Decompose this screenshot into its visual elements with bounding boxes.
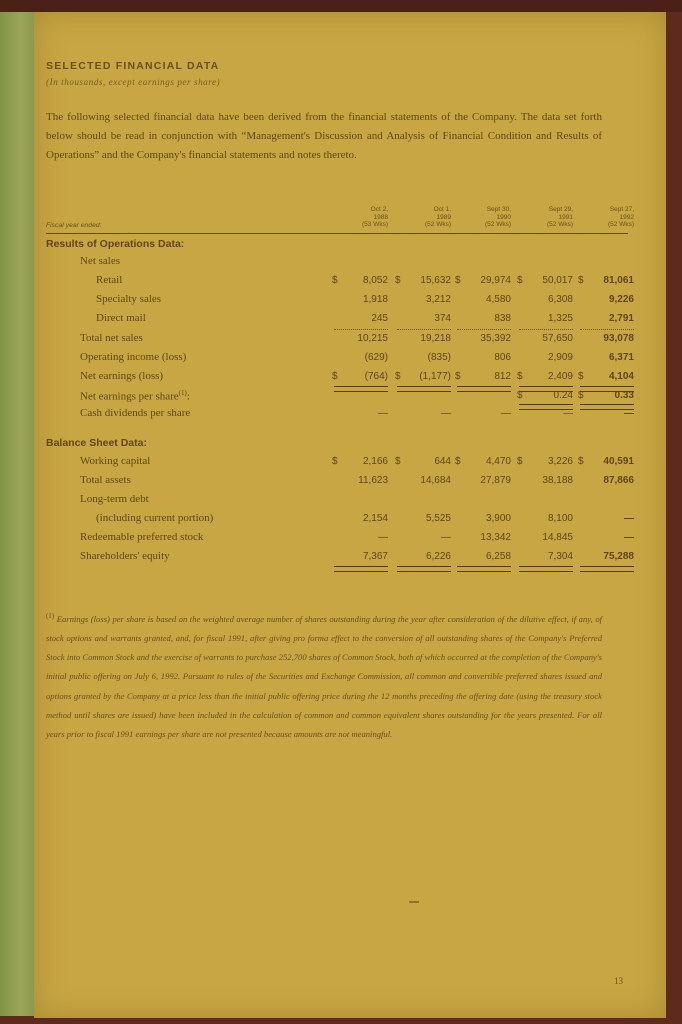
- cell-value: —: [563, 408, 573, 419]
- table-cell: [455, 313, 511, 327]
- table-cell: [455, 294, 511, 308]
- dollar-sign: $: [332, 456, 338, 467]
- column-header-weeks: (52 Wks): [608, 221, 634, 228]
- page-edge-top: [0, 0, 682, 12]
- cell-value: 75,288: [603, 551, 634, 562]
- book-spine: [0, 12, 34, 1016]
- section-title: SELECTED FINANCIAL DATA: [46, 60, 220, 72]
- cell-value: 2,791: [608, 313, 634, 324]
- dollar-sign: $: [395, 371, 401, 382]
- row-label-text: Cash dividends per share: [80, 407, 191, 419]
- cell-value: 6,308: [547, 294, 573, 305]
- table-cell: [395, 456, 451, 470]
- row-label-text: Direct mail: [96, 312, 146, 324]
- eps-double-rule: [519, 404, 573, 410]
- dollar-sign: $: [517, 275, 523, 286]
- cell-value: (764): [364, 371, 388, 382]
- row-label: [80, 493, 149, 505]
- column-header-year: 1989: [436, 213, 451, 221]
- column-header-date: Sept 29,: [548, 206, 573, 213]
- cell-value: 644: [434, 456, 451, 467]
- column-header-year: 1990: [496, 213, 511, 221]
- row-label: [80, 255, 120, 267]
- row-label: [96, 293, 161, 305]
- table-cell: [578, 513, 634, 527]
- cell-value: 4,580: [485, 294, 511, 305]
- cell-value: 806: [494, 352, 511, 363]
- dollar-sign: $: [395, 456, 401, 467]
- cell-value: 9,226: [608, 294, 634, 305]
- cell-value: 11,623: [358, 475, 388, 486]
- table-cell: [395, 313, 451, 327]
- row-label: [80, 370, 163, 382]
- column-header: [328, 206, 388, 229]
- page-mark: [409, 901, 419, 903]
- cell-value: 2,909: [547, 352, 573, 363]
- cell-value: 19,218: [420, 333, 451, 344]
- table-cell: [332, 408, 388, 422]
- total-double-rule: [519, 386, 573, 392]
- cell-value: 13,342: [480, 532, 511, 543]
- table-cell: [517, 352, 573, 366]
- column-header: [574, 206, 634, 229]
- table-cell: [578, 275, 634, 289]
- table-cell: [395, 371, 451, 385]
- total-double-rule: [334, 386, 388, 392]
- subtotal-rule: [457, 329, 511, 330]
- cell-value: 10,215: [357, 333, 388, 344]
- table-cell: [395, 513, 451, 527]
- row-label: [80, 474, 131, 486]
- table-cell: [517, 390, 573, 404]
- cell-value: 50,017: [542, 275, 573, 286]
- cell-value: (1,177): [419, 371, 451, 382]
- cell-value: 6,371: [608, 352, 634, 363]
- total-double-rule: [397, 386, 451, 392]
- cell-value: 7,304: [547, 551, 573, 562]
- total-double-rule: [580, 386, 634, 392]
- total-double-rule: [457, 566, 511, 572]
- subtotal-rule: [334, 329, 388, 330]
- cell-value: 8,052: [362, 275, 388, 286]
- cell-value: 3,212: [425, 294, 451, 305]
- footnote: [46, 607, 602, 744]
- cell-value: 2,409: [547, 371, 573, 382]
- cell-value: 838: [494, 313, 511, 324]
- cell-value: 374: [434, 313, 451, 324]
- dollar-sign: $: [517, 456, 523, 467]
- row-label-text: Specialty sales: [96, 293, 162, 305]
- table-cell: [578, 456, 634, 470]
- column-header: [513, 206, 573, 229]
- table-cell: [517, 313, 573, 327]
- row-label: [80, 455, 150, 467]
- cell-value: 3,900: [485, 513, 511, 524]
- dollar-sign: $: [578, 456, 584, 467]
- total-double-rule: [580, 566, 634, 572]
- cell-value: 8,100: [547, 513, 573, 524]
- subtotal-rule: [580, 329, 634, 330]
- dollar-sign: $: [578, 275, 584, 286]
- eps-double-rule: [580, 404, 634, 410]
- cell-value: —: [441, 408, 451, 419]
- cell-value: (629): [364, 352, 388, 363]
- table-cell: [332, 456, 388, 470]
- footnote-ref: (1): [178, 389, 187, 397]
- table-cell: [395, 333, 451, 347]
- column-header-year: 1991: [558, 213, 573, 221]
- column-header-date: Oct 2,: [370, 206, 388, 213]
- cell-value: 1,325: [547, 313, 573, 324]
- table-cell: [395, 352, 451, 366]
- dollar-sign: $: [455, 456, 461, 467]
- cell-value: 15,632: [420, 275, 451, 286]
- cell-value: 812: [494, 371, 511, 382]
- table-cell: [455, 333, 511, 347]
- table-cell: [455, 551, 511, 565]
- subtotal-rule: [519, 329, 573, 330]
- table-cell: [517, 475, 573, 489]
- cell-value: —: [624, 513, 634, 524]
- page-number: 13: [614, 976, 623, 986]
- table-cell: [578, 390, 634, 404]
- footnote-text: Earnings (loss) per share is based on the weighted average number of shares outstanding during the year after consideration of the dilutive effect, if any, of stock options and warrants granted, and, for fiscal 1991, after giving pro forma effect to the conversion of all outstanding shares of the Company's Preferred Stock into Common Stock and the exercise of warrants to purchase 252,700 shares of Common Stock, both of which occurred at the completion of the Company's initial public offering on July 6, 1992. Pursuant to rules of the Securities and Exchange Commission, all common and convertible preferred shares issued and options granted by the Company at a price less than the initial public offering price during the 12 months preceding the offering date (using the treasury stock method until shares are issued) have been included in the calculation of common and common equivalent shares outstanding for the years presented. For all years prior to fiscal 1991 earnings per share are not presented because amounts are not meaningful.: [46, 613, 602, 740]
- total-double-rule: [519, 566, 573, 572]
- table-cell: [332, 513, 388, 527]
- table-cell: [332, 475, 388, 489]
- table-cell: [332, 294, 388, 308]
- cell-value: 87,866: [603, 475, 634, 486]
- table-cell: [395, 408, 451, 422]
- row-label: [80, 550, 170, 562]
- table-cell: [455, 408, 511, 422]
- cell-value: 35,392: [480, 333, 511, 344]
- total-double-rule: [457, 386, 511, 392]
- cell-value: 0.24: [553, 390, 573, 401]
- table-cell: [517, 294, 573, 308]
- table-cell: [332, 371, 388, 385]
- table-cell: [332, 313, 388, 327]
- cell-value: 245: [371, 313, 388, 324]
- row-label-text: Working capital: [80, 455, 151, 467]
- table-cell: [517, 456, 573, 470]
- table-cell: [332, 333, 388, 347]
- column-header-year: 1992: [619, 213, 634, 221]
- table-cell: [578, 475, 634, 489]
- header-rule: [46, 233, 628, 234]
- table-cell: [578, 352, 634, 366]
- cell-value: 93,078: [603, 333, 634, 344]
- row-label-text: Long-term debt: [80, 493, 149, 505]
- cell-value: —: [378, 532, 388, 543]
- row-label: [80, 351, 186, 363]
- table-cell: [455, 532, 511, 546]
- section-subtitle: (In thousands, except earnings per share): [46, 77, 221, 87]
- table-cell: [578, 333, 634, 347]
- table-cell: [395, 275, 451, 289]
- column-header: [391, 206, 451, 229]
- row-label-text: Redeemable preferred stock: [80, 531, 204, 543]
- table-cell: [455, 352, 511, 366]
- table-cell: [455, 371, 511, 385]
- dollar-sign: $: [455, 371, 461, 382]
- row-label-text: Net earnings per share: [80, 390, 179, 403]
- table-cell: [395, 294, 451, 308]
- cell-value: 14,845: [542, 532, 573, 543]
- row-label: [96, 274, 122, 286]
- row-label-text: Operating income (loss): [80, 351, 187, 363]
- column-header: [451, 206, 511, 229]
- column-header-weeks: (52 Wks): [547, 221, 573, 228]
- cell-value: 2,166: [362, 456, 388, 467]
- total-double-rule: [334, 566, 388, 572]
- dollar-sign: $: [395, 275, 401, 286]
- row-label-text: Net earnings (loss): [80, 370, 164, 382]
- cell-value: —: [441, 532, 451, 543]
- cell-value: 4,470: [485, 456, 511, 467]
- cell-value: 3,226: [547, 456, 573, 467]
- cell-value: 2,154: [362, 513, 388, 524]
- column-header-date: Oct 1,: [433, 206, 451, 213]
- dollar-sign: $: [332, 371, 338, 382]
- table-cell: [578, 551, 634, 565]
- cell-value: 6,258: [485, 551, 511, 562]
- subtotal-rule: [397, 329, 451, 330]
- table-cell: [455, 475, 511, 489]
- table-cell: [517, 333, 573, 347]
- table-cell: [332, 352, 388, 366]
- fiscal-year-label: Fiscal year ended:: [46, 222, 102, 229]
- table-cell: [578, 408, 634, 422]
- table-cell: [332, 275, 388, 289]
- row-label: [80, 531, 203, 543]
- row-label-text: Shareholders' equity: [80, 550, 170, 562]
- row-label-text: Total net sales: [80, 332, 143, 344]
- table-cell: [517, 371, 573, 385]
- row-label-text: Net sales: [80, 255, 121, 267]
- table-cell: [578, 313, 634, 327]
- cell-value: 38,188: [542, 475, 573, 486]
- row-label: [80, 332, 143, 344]
- row-label: [96, 312, 146, 324]
- cell-value: 27,879: [480, 475, 511, 486]
- column-header-year: 1988: [373, 213, 388, 221]
- row-label: [80, 407, 190, 419]
- dollar-sign: $: [578, 390, 584, 401]
- table-cell: [517, 532, 573, 546]
- cell-value: 57,650: [542, 333, 573, 344]
- cell-value: 5,525: [425, 513, 451, 524]
- column-header-weeks: (52 Wks): [485, 221, 511, 228]
- column-header-weeks: (53 Wks): [362, 221, 388, 228]
- row-label-text: (including current portion): [96, 512, 214, 524]
- cell-value: 0.33: [614, 390, 634, 401]
- table-cell: [395, 532, 451, 546]
- column-header-date: Sept 30,: [486, 206, 511, 213]
- total-double-rule: [397, 566, 451, 572]
- balance-section-heading: Balance Sheet Data:: [46, 437, 147, 449]
- table-cell: [455, 275, 511, 289]
- column-header-date: Sept 27,: [609, 206, 634, 213]
- cell-value: —: [378, 408, 388, 419]
- dollar-sign: $: [517, 371, 523, 382]
- cell-value: —: [624, 532, 634, 543]
- row-label: [80, 389, 190, 403]
- table-cell: [578, 532, 634, 546]
- footnote-marker: (1): [46, 612, 55, 620]
- table-cell: [332, 551, 388, 565]
- cell-value: 40,591: [603, 456, 634, 467]
- table-cell: [517, 551, 573, 565]
- row-label: [96, 512, 213, 524]
- cell-value: 29,974: [480, 275, 511, 286]
- row-label-text: Retail: [96, 274, 123, 286]
- table-cell: [517, 513, 573, 527]
- table-cell: [395, 551, 451, 565]
- cell-value: 14,684: [420, 475, 451, 486]
- cell-value: 81,061: [603, 275, 634, 286]
- table-cell: [578, 371, 634, 385]
- table-cell: [455, 456, 511, 470]
- intro-paragraph: The following selected financial data have been derived from the financial statements of the Company. The data set forth below should be read in conjunction with “Management's Discussion and Analysis of Financial Condition and Results of Operations” and the Company's financial statements and notes thereto.: [46, 111, 602, 161]
- dollar-sign: $: [332, 275, 338, 286]
- table-cell: [395, 475, 451, 489]
- cell-value: —: [624, 408, 634, 419]
- cell-value: 1,918: [362, 294, 388, 305]
- table-cell: [578, 294, 634, 308]
- cell-value: —: [501, 408, 511, 419]
- row-label-suffix: :: [186, 390, 190, 403]
- cell-value: (835): [427, 352, 451, 363]
- table-cell: [517, 275, 573, 289]
- table-cell: [517, 408, 573, 422]
- table-cell: [332, 532, 388, 546]
- dollar-sign: $: [455, 275, 461, 286]
- dollar-sign: $: [578, 371, 584, 382]
- column-header-weeks: (52 Wks): [425, 221, 451, 228]
- cell-value: 7,367: [362, 551, 388, 562]
- operations-section-heading: Results of Operations Data:: [46, 238, 185, 250]
- cell-value: 6,226: [425, 551, 451, 562]
- row-label-text: Total assets: [80, 474, 131, 486]
- dollar-sign: $: [517, 390, 523, 401]
- cell-value: 4,104: [608, 371, 634, 382]
- table-cell: [455, 513, 511, 527]
